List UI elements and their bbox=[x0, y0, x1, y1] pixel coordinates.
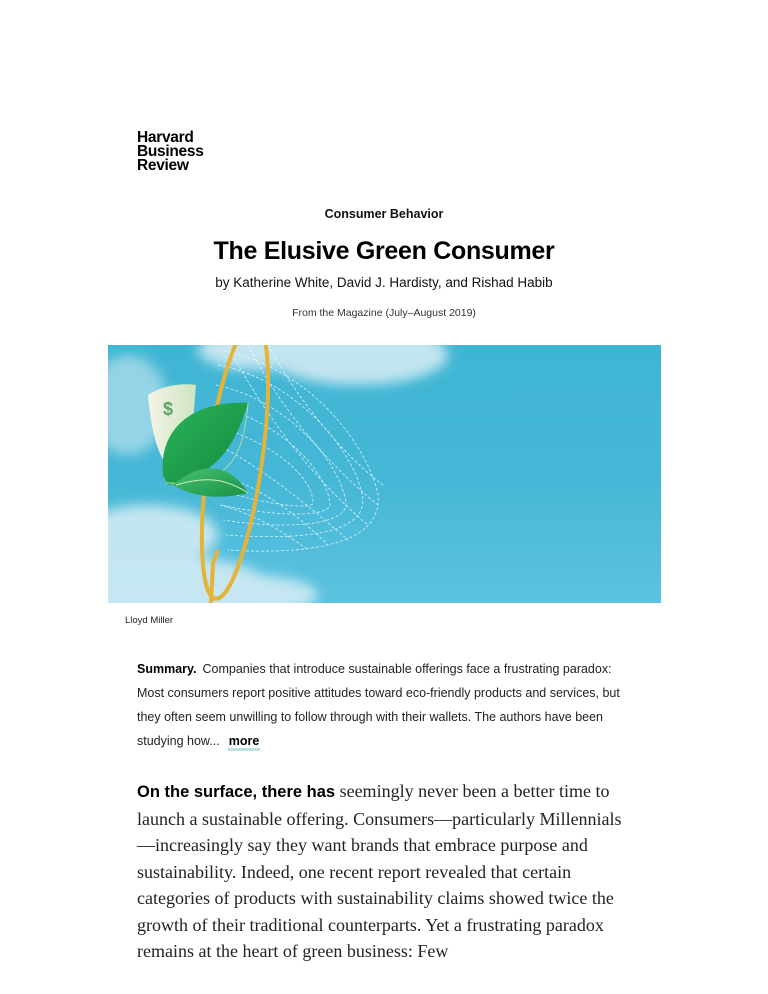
logo-line-1: Harvard bbox=[137, 129, 194, 146]
hero-illustration bbox=[108, 345, 661, 603]
logo-line-3: Review bbox=[137, 157, 189, 174]
article-body-paragraph bbox=[137, 778, 632, 965]
summary-text: Companies that introduce sustainable offerings face a frustrating paradox: Most consumers report positive attitudes toward eco-friendly products and services, but they often seem unwilling to follow through with their wallets. The authors have been studying how... bbox=[137, 662, 620, 748]
summary-block bbox=[137, 657, 637, 753]
summary-more-link[interactable]: more bbox=[228, 734, 261, 751]
body-lead-in: On the surface, there has bbox=[137, 783, 336, 801]
byline: by Katherine White, David J. Hardisty, and Rishad Habib bbox=[215, 275, 553, 290]
hbr-logo[interactable] bbox=[137, 131, 204, 173]
body-text: seemingly never been a better time to launch a sustainable offering. Consumers—particularly Millennials—increasingly say they want brands that embrace purpose and sustainability. Indeed, one recent report revealed that certain categories of products with sustainability claims showed twice the growth of their traditional counterparts. Yet a frustrating paradox remains at the heart of green business: Few bbox=[137, 781, 622, 961]
net-leaf-illustration bbox=[108, 345, 661, 603]
image-credit: Lloyd Miller bbox=[125, 615, 174, 626]
logo-line-2: Business bbox=[137, 143, 204, 160]
topic-link[interactable]: Consumer Behavior bbox=[324, 207, 444, 221]
summary-label: Summary. bbox=[137, 662, 197, 676]
article-title: The Elusive Green Consumer bbox=[213, 237, 555, 265]
publication-source: From the Magazine (July–August 2019) bbox=[292, 307, 476, 319]
dollar-sign-icon: $ bbox=[163, 399, 174, 419]
